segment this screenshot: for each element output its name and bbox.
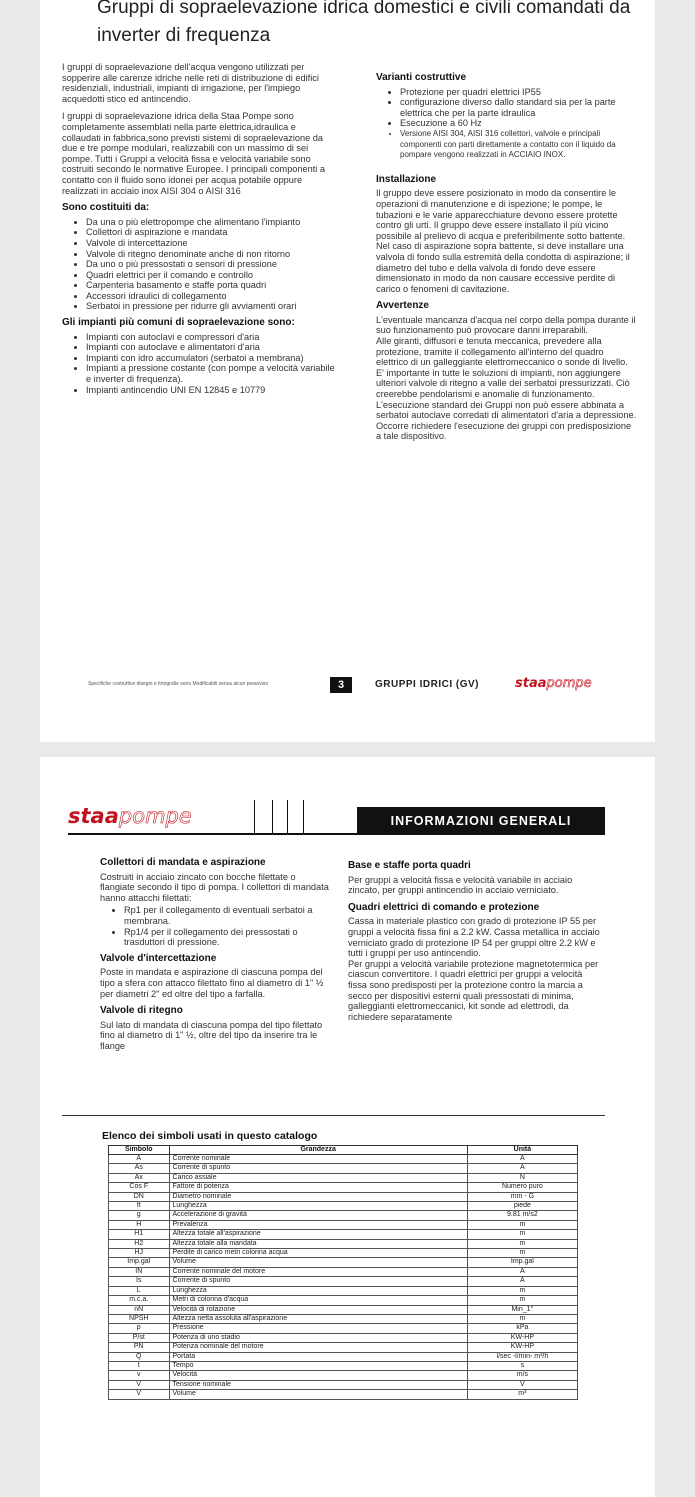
table-row	[109, 1286, 578, 1295]
manifolds-paragraph: Costruiti in acciaio zincato con bocche filettate o flangiate secondo il tipo di pompa. I collettori di mandata hanno attacchi filettati:	[100, 871, 329, 903]
symbol-cell: p	[109, 1324, 170, 1333]
quantity-cell: Potenza nominale del motore	[169, 1343, 467, 1352]
quantity-cell: Fattore di potenza	[169, 1183, 467, 1192]
table-row	[109, 1220, 578, 1229]
symbol-cell: Imp.gal	[109, 1258, 170, 1267]
list-item: • Impianti antincendio UNI EN 12845 e 10779	[86, 385, 335, 396]
list-item: • Da una o più elettropompe che alimentano l'impianto	[86, 217, 335, 228]
warning-paragraph: Alle giranti, diffusori e tenuta meccanica, prevedere alla protezione, tramite il collegamento all'interno del quadro elettrico di un galleggiante elettromeccanico o sonde di livello.	[376, 336, 628, 368]
list-item: • Da uno o più pressostati o sensori di pressione	[86, 259, 335, 270]
unit-cell: piede	[467, 1202, 577, 1211]
list-item: • Valvole di ritegno denominate anche di non ritorno	[86, 249, 335, 260]
unit-cell: A	[467, 1155, 577, 1164]
unit-cell: A	[467, 1277, 577, 1286]
header-rule	[68, 833, 605, 835]
list-item: • Impianti con autoclavi e compressori d'aria	[86, 332, 335, 343]
logo-word-staa: staa	[68, 804, 119, 828]
symbol-cell: IN	[109, 1267, 170, 1276]
quantity-cell: Altezza netta assoluta all'aspirazione	[169, 1314, 467, 1323]
intro-paragraph: I gruppi di sopraelevazione dell'acqua vengono utilizzati per sopperire alle carenze idriche nelle reti di distribuzione di edifici residenziali, industriali, impianti di irrigazione, per l'impiego acquedotti stico ed antincendio.	[62, 62, 319, 104]
warning-paragraph: E' importante in tutte le soluzioni di impianti, non aggiungere ulteriori valvole di ritegno a valle dei serbatoi pressurizzati. Ciò creerebbe pendolarismi e anomalie di funzionamento.	[376, 367, 630, 400]
quantity-cell: Perdite di carico metri colonna acqua	[169, 1249, 467, 1258]
left-column	[62, 62, 335, 399]
symbol-cell: nN	[109, 1305, 170, 1314]
page-footer	[40, 676, 655, 694]
quantity-cell: Diametro nominale	[169, 1192, 467, 1201]
table-row	[109, 1249, 578, 1258]
catalog-page-3	[40, 0, 655, 742]
table-row	[109, 1155, 578, 1164]
unit-cell: A	[467, 1267, 577, 1276]
quantity-cell: Tempo	[169, 1361, 467, 1370]
table-row	[109, 1371, 578, 1380]
section-title: GRUPPI IDRICI (GV)	[375, 679, 480, 690]
table-row	[109, 1239, 578, 1248]
symbol-cell: ft	[109, 1202, 170, 1211]
symbol-cell: g	[109, 1211, 170, 1220]
symbol-cell: As	[109, 1164, 170, 1173]
page-header	[68, 800, 605, 835]
list-item: • configurazione diverso dallo standard sia per la parte elettrica che per la parte idraulica	[400, 97, 638, 118]
quantity-cell: Metri di colonna d'acqua	[169, 1296, 467, 1305]
table-row	[109, 1324, 578, 1333]
control-panels-paragraph: Per gruppi a velocità variabile protezione magnetotermica per ciascun convertitore. I quadri elettrici per gruppi a velocità fissa sono predisposti per la protezione contro la marcia a secco per dispositivi esterni quali pressostati di minima, galleggianti elettromeccanici, kit sonde ad elettrodi, da richiedere separatamente	[348, 958, 599, 1022]
manifolds-heading: Collettori di mandata e aspirazione	[100, 857, 266, 868]
table-row	[109, 1296, 578, 1305]
systems-list	[62, 332, 335, 396]
header-decorative-boxes	[254, 800, 334, 834]
page-number: 3	[330, 677, 352, 693]
quantity-cell: Corrente nominale	[169, 1155, 467, 1164]
unit-cell: KW-HP	[467, 1333, 577, 1342]
unit-cell: V	[467, 1380, 577, 1389]
list-item: • Impianti con autoclave e alimentatori d'aria	[86, 342, 335, 353]
shutoff-valves-paragraph: Poste in mandata e aspirazione di ciascuna pompa del tipo a sfera con attacco filettato fino al diametro di 1" ½ per diametri 2" ed oltre del tipo a farfalla.	[100, 967, 324, 999]
symbol-cell: A	[109, 1155, 170, 1164]
table-header-row	[109, 1146, 578, 1155]
symbol-cell: L	[109, 1286, 170, 1295]
quantity-cell: Corrente nominale del motore	[169, 1267, 467, 1276]
unit-cell: s	[467, 1361, 577, 1370]
section-divider	[62, 1115, 605, 1116]
symbol-cell: P/st	[109, 1333, 170, 1342]
unit-cell: m	[467, 1230, 577, 1239]
catalog-page-general-info	[40, 757, 655, 1497]
quantity-cell: Accelerazione di gravità	[169, 1211, 467, 1220]
quantity-cell: Volume	[169, 1390, 467, 1399]
disclaimer-note: Specifiche costruttive disegni e fotografie sono Modificabili senza alcun preavviso	[88, 681, 269, 687]
list-item: • Accessori idraulici di collegamento	[86, 291, 335, 302]
table-row	[109, 1211, 578, 1220]
description-paragraph: I gruppi di sopraelevazione idrica della Staa Pompe sono completamente assemblati nella parte elettrica,idraulica e collaudati in fabbrica,sono previsti sistemi di sopraelevazione da due e tre pompe modulari, realizzabili con un massimo di sei pompe. Tutti i Gruppi a velocità fissa e velocità variabile sono costruiti secondo le normative Europee. I principali componenti a contatto con il fluido sono idonei per acqua potabile oppure realizzati in acciaio inox AISI 304 o AISI 316	[62, 111, 326, 196]
table-row	[109, 1343, 578, 1352]
quantity-cell: Lunghezza	[169, 1202, 467, 1211]
table-row	[109, 1192, 578, 1201]
logo-word-pompe: pompe	[118, 804, 192, 828]
base-heading: Base e staffe porta quadri	[348, 860, 471, 871]
symbol-cell: DN	[109, 1192, 170, 1201]
symbol-cell: H1	[109, 1230, 170, 1239]
variants-heading: Varianti costruttive	[376, 72, 467, 83]
unit-cell: Min_1°	[467, 1305, 577, 1314]
right-column	[376, 73, 638, 442]
quantity-cell: Corrente di spunto	[169, 1277, 467, 1286]
column-header: Unità	[467, 1146, 577, 1155]
unit-cell: A	[467, 1164, 577, 1173]
warning-paragraph: L'esecuzione standard dei Gruppi non può essere abbinata a serbatoi autoclave corredati di alimentatori d'aria a depressione. Occorre richiedere l'esecuzione dei gruppi con predisposizione a tale dispositivo.	[376, 399, 637, 442]
symbol-cell: HJ	[109, 1249, 170, 1258]
components-heading: Sono costituiti da:	[62, 202, 150, 214]
check-valves-paragraph: Sul lato di mandata di ciascuna pompa del tipo filettato fino al diametro di 1" ½, oltre del tipo da inserire tra le flange	[100, 1019, 323, 1051]
quantity-cell: Corrente di spunto	[169, 1164, 467, 1173]
list-item: • Valvole di intercettazione	[86, 238, 335, 249]
table-row	[109, 1390, 578, 1399]
table-row	[109, 1333, 578, 1342]
symbol-cell: v	[109, 1371, 170, 1380]
installation-paragraph: Il gruppo deve essere posizionato in modo da consentire le operazioni di manutenzione e di ispezione; le pompe, le tubazioni e le varie apparecchiature devono essere protette contro gli urti. Il gruppo deve essere installato il più vicino possibile al prelievo di acqua e preferibilmente sotto battente. Nel caso di aspirazione sopra battente, si deve installare una valvola di fondo sulla estremità della condotta di aspirazione; il diametro del tubo e della valvola di fondo deve essere dimensionato in modo da non causare eccessive perdite di carico o fenomeni di cavitazione.	[376, 188, 630, 294]
column-header: Grandezza	[169, 1146, 467, 1155]
quantity-cell: Velocità	[169, 1371, 467, 1380]
table-row	[109, 1183, 578, 1192]
quantity-cell: Portata	[169, 1352, 467, 1361]
unit-cell: KW-HP	[467, 1343, 577, 1352]
symbol-cell: Q	[109, 1352, 170, 1361]
quantity-cell: Volume	[169, 1258, 467, 1267]
table-row	[109, 1352, 578, 1361]
symbol-cell: V	[109, 1380, 170, 1389]
connections-list	[100, 905, 332, 947]
unit-cell: m	[467, 1296, 577, 1305]
symbols-table-title: Elenco dei simboli usati in questo catalogo	[102, 1130, 318, 1142]
quantity-cell: Altezza totale all'aspirazione	[169, 1230, 467, 1239]
staa-pompe-logo	[515, 676, 592, 691]
quantity-cell: Velocità di rotazione	[169, 1305, 467, 1314]
unit-cell: m	[467, 1220, 577, 1229]
control-panels-heading: Quadri elettrici di comando e protezione	[348, 901, 540, 913]
symbol-cell: NPSH	[109, 1314, 170, 1323]
section-header: INFORMAZIONI GENERALI	[357, 807, 605, 835]
unit-cell: Numero puro	[467, 1183, 577, 1192]
list-item: • Versione AISI 304, AISI 316 collettori, valvole e principali componenti con parti direttamente a contatto con il liquido da pompare vengono realizzati in ACCIAIO INOX.	[400, 129, 638, 161]
symbol-cell: Ax	[109, 1173, 170, 1182]
list-item: • Quadri elettrici per il comando e controllo	[86, 270, 335, 281]
table-row	[109, 1258, 578, 1267]
symbol-cell: m.c.a.	[109, 1296, 170, 1305]
quantity-cell: Potenza di uno stadio	[169, 1333, 467, 1342]
variants-list	[376, 87, 638, 161]
unit-cell: Imp.gal	[467, 1258, 577, 1267]
symbol-cell: PN	[109, 1343, 170, 1352]
unit-cell: N	[467, 1173, 577, 1182]
unit-cell: kPa	[467, 1324, 577, 1333]
warning-paragraph: L'eventuale mancanza d'acqua nel corpo della pompa durante il suo funzionamento può provocare danni irreparabili.	[376, 314, 636, 336]
table-row	[109, 1314, 578, 1323]
table-row	[109, 1267, 578, 1276]
table-row	[109, 1361, 578, 1370]
staa-pompe-logo	[68, 804, 192, 828]
logo-word-pompe: pompe	[546, 676, 592, 691]
control-panels-paragraph: Cassa in materiale plastico con grado di protezione IP 55 per gruppi a velocità fissa fini a 2.2 kW. Cassa metallica in acciaio verniciato grado di protezione IP 54 per gruppi oltre 2.2 kW e tutti i gruppi per uso antincendio.	[348, 916, 600, 959]
list-item: • Collettori di aspirazione e mandata	[86, 227, 335, 238]
unit-cell: m³	[467, 1390, 577, 1399]
components-list	[62, 217, 335, 312]
symbol-cell: H2	[109, 1239, 170, 1248]
table-row	[109, 1305, 578, 1314]
list-item: • Rp1/4 per il collegamento dei pressostati o trasduttori di pressione.	[124, 927, 332, 948]
table-row	[109, 1277, 578, 1286]
symbols-table	[108, 1145, 578, 1400]
shutoff-valves-heading: Valvole d'intercettazione	[100, 952, 217, 964]
symbol-cell: Cos F	[109, 1183, 170, 1192]
list-item: • Esecuzione a 60 Hz	[400, 118, 638, 129]
list-item: • Serbatoi in pressione per ridurre gli avviamenti orari	[86, 301, 335, 312]
page-title: Gruppi di sopraelevazione idrica domestici e civili comandati da inverter di frequenza	[97, 0, 631, 46]
quantity-cell: Pressione	[169, 1324, 467, 1333]
logo-word-staa: staa	[515, 676, 547, 691]
list-item: • Rp1 per il collegamento di eventuali serbatoi a membrana.	[124, 905, 332, 926]
symbol-cell: V	[109, 1390, 170, 1399]
quantity-cell: Carico assiale	[169, 1173, 467, 1182]
table-row	[109, 1164, 578, 1173]
unit-cell: m	[467, 1314, 577, 1323]
systems-heading: Gli impianti più comuni di sopraelevazione sono:	[62, 317, 295, 329]
quantity-cell: Lunghezza	[169, 1286, 467, 1295]
list-item: • Protezione per quadri elettrici IP55	[400, 87, 638, 98]
unit-cell: m/s	[467, 1371, 577, 1380]
base-paragraph: Per gruppi a velocità fissa e velocità variabile in acciaio zincato, per gruppi antincendio in acciaio verniciato.	[348, 874, 573, 896]
quantity-cell: Tensione nominale	[169, 1380, 467, 1389]
symbol-cell: Is	[109, 1277, 170, 1286]
unit-cell: mm - G	[467, 1192, 577, 1201]
table-row	[109, 1380, 578, 1389]
quantity-cell: Prevalenza	[169, 1220, 467, 1229]
symbol-cell: H	[109, 1220, 170, 1229]
check-valves-heading: Valvole di ritegno	[100, 1005, 183, 1017]
quantity-cell: Altezza totale alla mandata	[169, 1239, 467, 1248]
warnings-heading: Avvertenze	[376, 300, 429, 312]
table-row	[109, 1202, 578, 1211]
unit-cell: m	[467, 1249, 577, 1258]
column-header: Simbolo	[109, 1146, 170, 1155]
unit-cell: l/sec -l/min- m³/h	[467, 1352, 577, 1361]
list-item: • Carpenteria basamento e staffe porta quadri	[86, 280, 335, 291]
left-column	[100, 858, 332, 1059]
unit-cell: 9.81 m/s2	[467, 1211, 577, 1220]
unit-cell: m	[467, 1239, 577, 1248]
table-row	[109, 1230, 578, 1239]
list-item: • Impianti a pressione costante (con pompe a velocità variabile e inverter di frequenza).	[86, 363, 335, 384]
installation-heading: Installazione	[376, 173, 437, 185]
right-column	[348, 861, 603, 1029]
symbol-cell: t	[109, 1361, 170, 1370]
unit-cell: m	[467, 1286, 577, 1295]
list-item: • Impianti con idro accumulatori (serbatoi a membrana)	[86, 353, 335, 364]
table-row	[109, 1173, 578, 1182]
